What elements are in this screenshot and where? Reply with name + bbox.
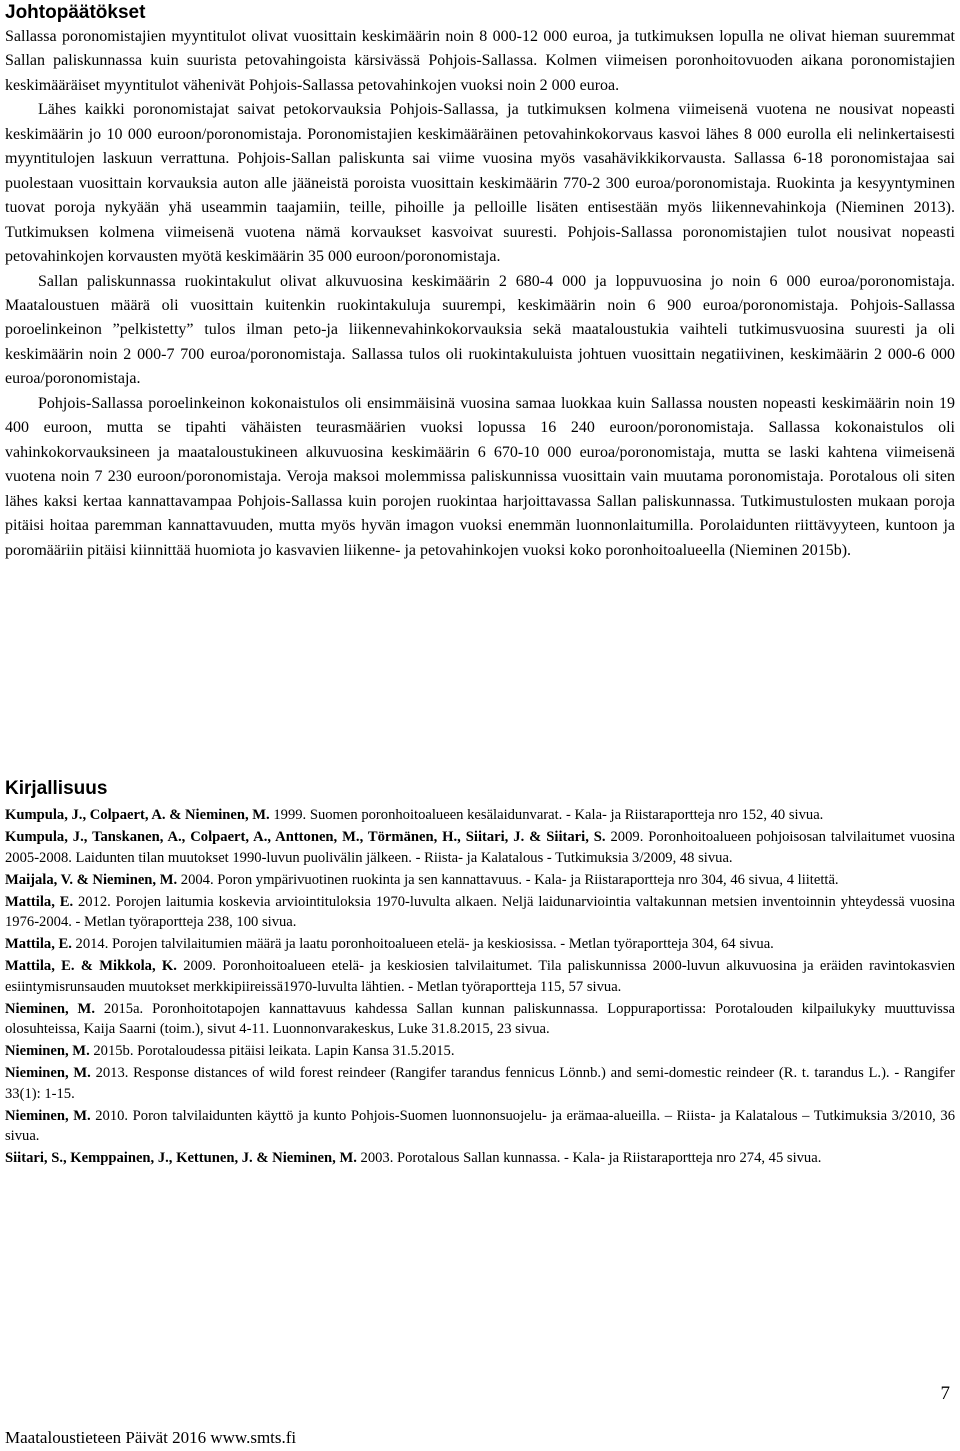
reference-list (5, 805, 955, 1170)
paragraph: Pohjois-Sallassa poroelinkeinon kokonaistulos oli ensimmäisinä vuosina samaa luokkaa kuin Sallassa nousten nopeasti keskimäärin noin 19 400 euroon, mutta se tipahti vähäisten teurasmäärien vuoksi lopussa 16 240 euroon/poronomistaja. Sallassa kokonaistulos oli vahinkokorvauksineen ja maataloustukineen alkuvuosina keskimäärin 6 670-10 000 euroa/poronomistaja, mutta se laski kahtena viimeisenä vuotena noin 7 230 euroon/poronomistaja. Veroja maksoi molemmissa paliskunnissa vuosittain vain muutama poronomistaja. Porotalous oli siten lähes kaksi kertaa kannattavampaa Pohjois-Sallassa kuin porojen ruokintaa harjoittavassa Sallan paliskunnassa. Tutkimustulosten mukaan poroja pitäisi hoitaa paremman kannattavuuden, mutta myös hyvän imagon vuoksi enemmän luonnonlaitumilla. Porolaidunten riittävyyteen, kuntoon ja poromääriin pitäisi kiinnittää huomiota jo kasvavien liikenne- ja petovahinkojen vuoksi koko poronhoitoalueella (Nieminen 2015b). (5, 394, 955, 559)
reference-details: 2009. Poronhoitoalueen pohjoisosan talvilaitumet vuosina 2005-2008. Laidunten tilan muutokset 1990-luvun puolivälin jälkeen. - Riista- ja Kalatalous - Tutkimuksia 3/2009, 48 sivua. (5, 829, 955, 866)
reference-details: 2015b. Porotaloudessa pitäisi leikata. Lapin Kansa 31.5.2015. (89, 1043, 455, 1059)
reference-details: 2014. Porojen talvilaitumien määrä ja laatu poronhoitoalueen etelä- ja keskiosissa. - Metlan työraportteja 304, 64 sivua. (71, 936, 774, 952)
reference-details: 2009. Poronhoitoalueen etelä- ja keskiosien talvilaitumet. Tila paliskunnissa 2000-luvun alkuvuosina ja eräiden ravintokasvien esiintymisrunsauden muutokset merkkipiireissä1970-luvulta lähtien. - Metlan työraportteja 115, 57 sivua. (5, 958, 956, 995)
reference-item (5, 827, 955, 868)
reference-item (5, 1041, 955, 1062)
reference-item (5, 934, 955, 955)
reference-details: 2012. Porojen laitumia koskevia arviointituloksia 1970-luvulta alkaen. Neljä laidunarviointia valtakunnan metsien inventoinnin yhteydessä vuosina 1976-2004. - Metlan työraportteja 238, 100 sivua. (5, 893, 955, 930)
reference-authors: Nieminen, M. (5, 1065, 91, 1081)
reference-item (5, 999, 955, 1040)
reference-authors: Mattila, E. (5, 936, 72, 952)
paragraph: Sallassa poronomistajien myyntitulot olivat vuosittain keskimäärin noin 8 000-12 000 euroa, ja tutkimuksen lopulla ne olivat hieman suuremmat Sallan paliskunnassa kuin suurista petovahingoista kärsivässä Pohjois-Sallassa. Kolmen viimeisen poronhoitovuoden aikana poronomistajien keskimääräiset myyntitulot vähenivät Pohjois-Sallassa petovahinkojen vuoksi noin 2 000 euroa. (5, 28, 955, 94)
reference-authors: Kumpula, J., Tanskanen, A., Colpaert, A., Anttonen, M., Törmänen, H., Siitari, J. & Siitari, S. (5, 829, 606, 845)
reference-authors: Maijala, V. & Nieminen, M. (5, 871, 178, 888)
page-footer: Maataloustieteen Päivät 2016 www.smts.fi (5, 1428, 297, 1447)
reference-details: 2003. Porotalous Sallan kunnassa. - Kala- ja Riistaraportteja nro 274, 45 sivua. (356, 1150, 822, 1166)
reference-item (5, 1063, 955, 1104)
section-heading: Johtopäätökset (5, 2, 146, 23)
page-number: 7 (940, 1383, 950, 1404)
reference-authors: Nieminen, M. (5, 1043, 90, 1059)
reference-details: 2004. Poron ympärivuotinen ruokinta ja sen kannattavuus. - Kala- ja Riistaraportteja nro 304, 46 sivua, 4 liitettä. (177, 871, 839, 888)
paragraph: Sallan paliskunnassa ruokintakulut olivat alkuvuosina keskimäärin 2 680-4 000 ja loppuvuosina jo noin 6 000 euroa/poronomistaja. Maataloustuen määrä oli vuosittain kuitenkin ruokintakuluja suurempi, keskimäärin noin 6 900 euroa/poronomistaja. Pohjois-Sallassa poroelinkeinon ”pelkistetty” tulos ilman peto-ja liikennevahinkokorvauksia sekä maataloustukia vaihteli tutkimusvuosina suuresti ja oli keskimäärin noin 2 000-7 700 euroa/poronomistaja. Sallassa tulos oli ruokintakuluista johtuen vuosittain negatiivinen, keskimäärin 2 000-6 000 euroa/poronomistaja. (5, 272, 955, 388)
reference-item (5, 1148, 955, 1169)
document-page (5, 0, 956, 1166)
reference-item (5, 892, 955, 933)
reference-details: 2015a. Poronhoitotapojen kannattavuus kahdessa Sallan kunnan paliskunnassa. Loppuraportissa: Porotalouden kilpailukyky muuttuvissa olosuhteissa, Kaija Saarni (toim.), sivut 4-11. Luonnonvarakeskus, Luke 31.8.2015, 23 sivua. (5, 1000, 955, 1037)
reference-authors: Siitari, S., Kemppainen, J., Kettunen, J. & Nieminen, M. (5, 1150, 357, 1166)
paragraph: Lähes kaikki poronomistajat saivat petokorvauksia Pohjois-Sallassa, ja tutkimuksen kolmena viimeisenä vuotena ne nousivat nopeasti keskimäärin jo 10 000 euroon/poronomistaja. Poronomistajien keskimääräinen petovahinkokorvaus kasvoi lähes 8 000 eurolla eli nelinkertaisesti myyntitulojen laskuun verrattuna. Pohjois-Sallan paliskunta sai viime vuosina myös vasahävikkikorvausta. Sallassa 6-18 poronomistajaa sai puolestaan vuosittain korvauksia auton alle jääneistä poroista vuosittain keskimäärin 770-2 300 euroa/poronomistaja. Ruokinta ja kesyyntyminen tuovat poroja nykyään yhä useammin taajamiin, teille, pihoille ja pelloille lisäten entisestään myös liikennevahinkoja (Nieminen 2013). Tutkimuksen kolmena viimeisenä vuotena nämä korvaukset kasvoivat suuresti. Pohjois-Sallassa poronomistajien tulot nousivat nopeasti petovahinkojen korvausten myötä keskimäärin 35 000 euroon/poronomistaja. (5, 101, 955, 266)
reference-authors: Kumpula, J., Colpaert, A. & Nieminen, M. (5, 807, 270, 823)
reference-details: 2010. Poron talvilaidunten käyttö ja kunto Pohjois-Suomen luonnonsuojelu- ja erämaa-alueilla. – Riista- ja Kalatalous – Tutkimuksia 3/2010, 36 sivua. (5, 1107, 955, 1144)
reference-authors: Nieminen, M. (5, 1107, 91, 1124)
references-heading: Kirjallisuus (5, 778, 108, 799)
section-body (5, 25, 955, 563)
reference-details: 2013. Response distances of wild forest reindeer (Rangifer tarandus fennicus Lönnb.) and semi-domestic reindeer (R. t. tarandus L.). - Rangifer 33(1): 1-15. (5, 1065, 955, 1102)
reference-authors: Mattila, E. (5, 893, 74, 910)
reference-item (5, 956, 955, 997)
reference-item (5, 1106, 955, 1147)
reference-item (5, 870, 955, 891)
reference-details: 1999. Suomen poronhoitoalueen kesälaidunvarat. - Kala- ja Riistaraportteja nro 152, 40 sivua. (269, 807, 824, 823)
reference-item (5, 805, 955, 826)
reference-authors: Mattila, E. & Mikkola, K. (5, 958, 177, 974)
reference-authors: Nieminen, M. (5, 1000, 95, 1017)
